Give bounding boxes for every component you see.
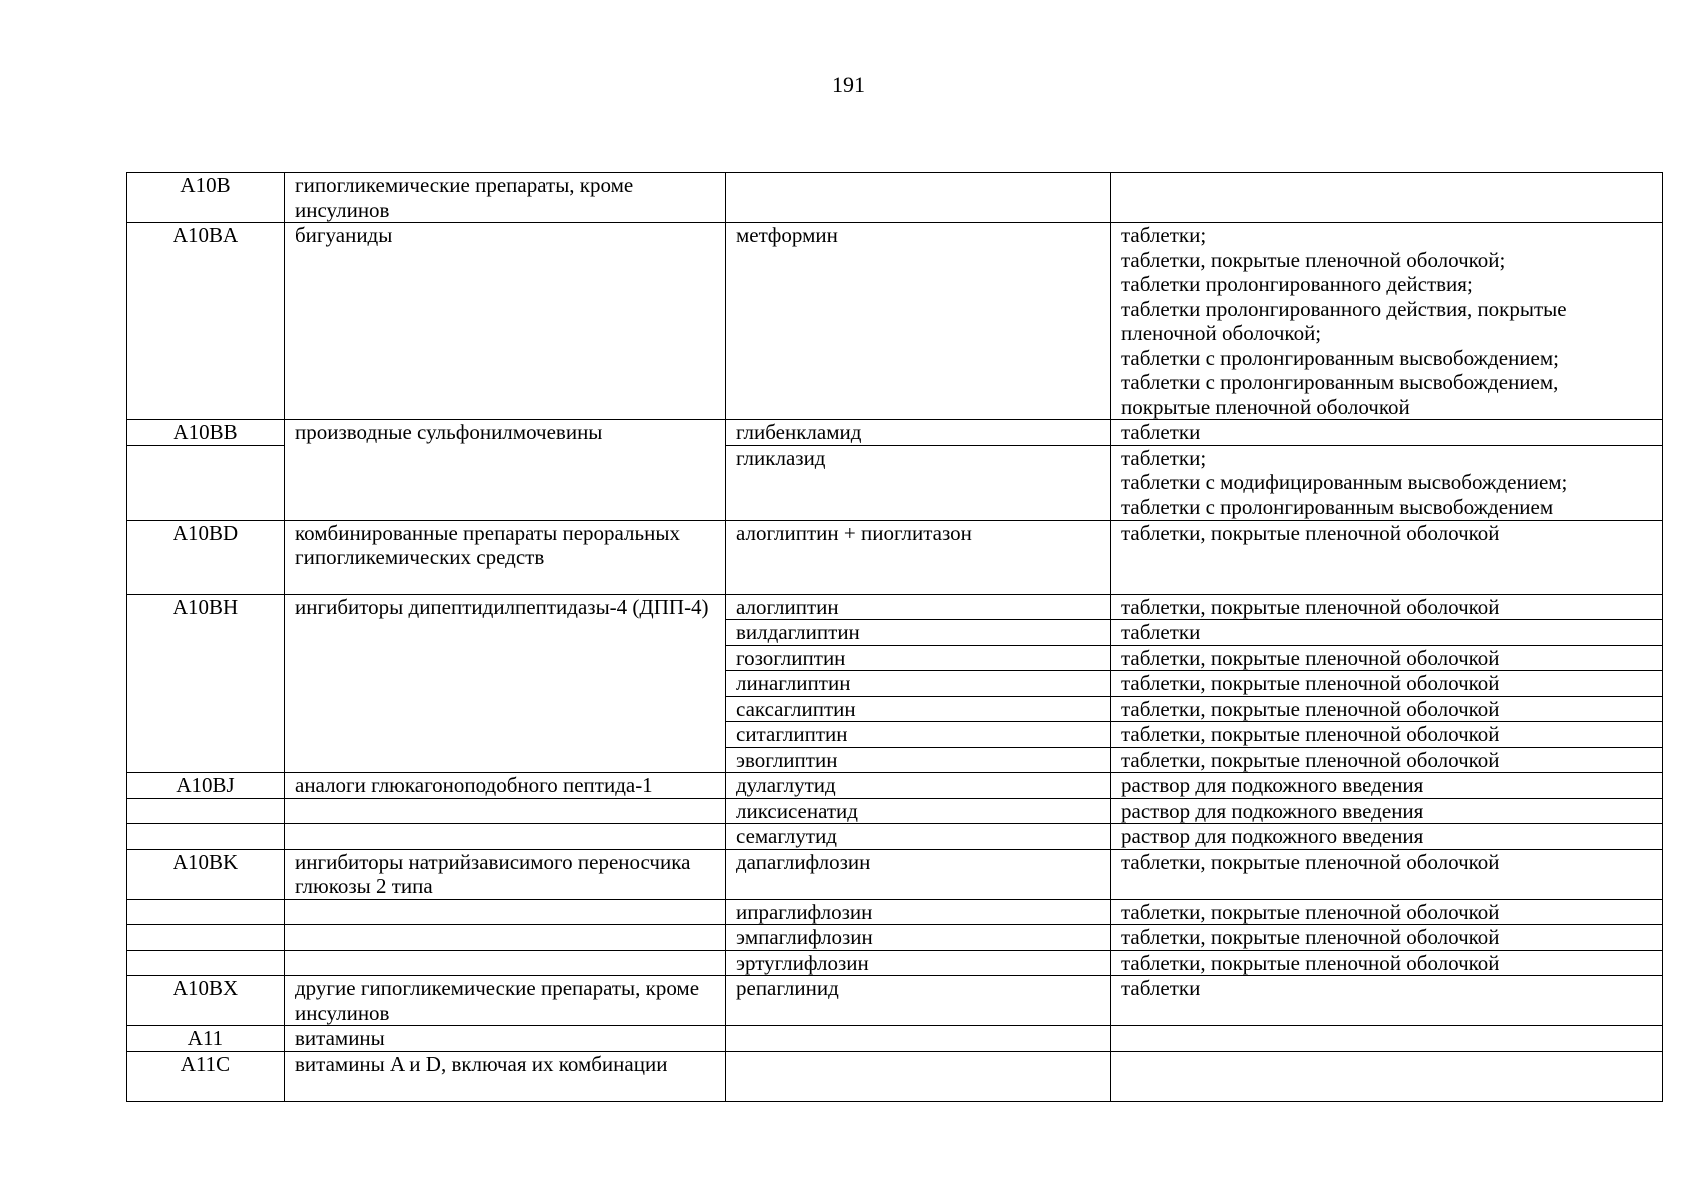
dosage-form: таблетки; <box>1121 445 1207 470</box>
dosage-forms <box>1111 594 1663 620</box>
dosage-forms <box>1111 899 1663 925</box>
dosage-form: таблетки, покрытые пленочной оболочкой <box>1121 520 1500 545</box>
dosage-forms <box>1111 173 1663 223</box>
drug-name: дапаглифлозин <box>726 849 1111 899</box>
drug-name: семаглутид <box>726 824 1111 850</box>
table-row <box>127 747 1663 773</box>
atc-code <box>127 824 285 850</box>
dosage-form: раствор для подкожного введения <box>1121 798 1424 823</box>
table-row <box>127 1051 1663 1101</box>
table-row <box>127 671 1663 697</box>
drug-name: ликсисенатид <box>726 798 1111 824</box>
dosage-form: таблетки с пролонгированным высвобождением, покрытые пленочной оболочкой <box>1121 370 1559 419</box>
dosage-forms <box>1111 1026 1663 1052</box>
drug-name: эмпаглифлозин <box>726 925 1111 951</box>
atc-code: A10BK <box>127 849 285 899</box>
table-row <box>127 899 1663 925</box>
group-name: ингибиторы натрийзависимого переносчика глюкозы 2 типа <box>285 849 726 899</box>
drug-name: вилдаглиптин <box>726 620 1111 646</box>
drug-name: алоглиптин <box>726 594 1111 620</box>
drug-name <box>726 1026 1111 1052</box>
dosage-form: таблетки, покрытые пленочной оболочкой; <box>1121 247 1506 272</box>
atc-code <box>127 671 285 697</box>
table-row <box>127 824 1663 850</box>
group-name <box>285 824 726 850</box>
drug-classification-table <box>126 172 1663 1102</box>
drug-name: линаглиптин <box>726 671 1111 697</box>
group-name: бигуаниды <box>285 223 726 420</box>
dosage-form: таблетки, покрытые пленочной оболочкой <box>1121 849 1500 874</box>
drug-name: саксаглиптин <box>726 696 1111 722</box>
dosage-forms <box>1111 773 1663 799</box>
atc-code <box>127 925 285 951</box>
group-name <box>285 445 726 520</box>
dosage-form: таблетки с пролонгированным высвобождением <box>1121 494 1554 519</box>
dosage-forms <box>1111 976 1663 1026</box>
table-row <box>127 620 1663 646</box>
group-name <box>285 950 726 976</box>
dosage-forms <box>1111 696 1663 722</box>
group-name <box>285 696 726 722</box>
atc-code <box>127 645 285 671</box>
dosage-forms <box>1111 950 1663 976</box>
group-name: гипогликемические препараты, кроме инсулинов <box>285 173 726 223</box>
group-name <box>285 747 726 773</box>
table-row <box>127 445 1663 520</box>
atc-code <box>127 696 285 722</box>
table-row <box>127 420 1663 446</box>
atc-code: A10BB <box>127 420 285 446</box>
page-number: 191 <box>832 72 865 97</box>
dosage-form: таблетки, покрытые пленочной оболочкой <box>1121 671 1500 695</box>
group-name: ингибиторы дипептидилпептидазы-4 (ДПП-4) <box>285 594 726 620</box>
group-name: производные сульфонилмочевины <box>285 420 726 446</box>
dosage-form: раствор для подкожного введения <box>1121 824 1424 848</box>
atc-code <box>127 445 285 520</box>
dosage-forms <box>1111 849 1663 899</box>
drug-name: эртуглифлозин <box>726 950 1111 976</box>
dosage-form: таблетки, покрытые пленочной оболочкой <box>1121 925 1500 949</box>
atc-code <box>127 747 285 773</box>
atc-code <box>127 950 285 976</box>
dosage-form: таблетки с пролонгированным высвобождением; <box>1121 345 1559 370</box>
dosage-form: таблетки, покрытые пленочной оболочкой <box>1121 950 1500 975</box>
atc-code: A11 <box>127 1026 285 1052</box>
atc-code <box>127 798 285 824</box>
group-name <box>285 925 726 951</box>
dosage-form: таблетки; <box>1121 223 1207 247</box>
dosage-form: таблетки <box>1121 420 1201 444</box>
group-name: витамины <box>285 1026 726 1052</box>
drug-name: дулаглутид <box>726 773 1111 799</box>
dosage-forms <box>1111 420 1663 446</box>
group-name <box>285 645 726 671</box>
drug-name: ипраглифлозин <box>726 899 1111 925</box>
dosage-form: таблетки, покрытые пленочной оболочкой <box>1121 594 1500 619</box>
atc-code <box>127 899 285 925</box>
dosage-forms <box>1111 520 1663 594</box>
group-name <box>285 671 726 697</box>
dosage-forms <box>1111 645 1663 671</box>
dosage-form: таблетки, покрытые пленочной оболочкой <box>1121 645 1500 670</box>
atc-code: A10BA <box>127 223 285 420</box>
group-name: другие гипогликемические препараты, кроме инсулинов <box>285 976 726 1026</box>
group-name <box>285 798 726 824</box>
atc-code: A10BD <box>127 520 285 594</box>
drug-name: репаглинид <box>726 976 1111 1026</box>
dosage-form: таблетки, покрытые пленочной оболочкой <box>1121 722 1500 746</box>
dosage-forms <box>1111 1051 1663 1101</box>
dosage-form: таблетки, покрытые пленочной оболочкой <box>1121 899 1500 924</box>
atc-code <box>127 620 285 646</box>
drug-name <box>726 173 1111 223</box>
group-name <box>285 620 726 646</box>
table-row <box>127 173 1663 223</box>
table-row <box>127 520 1663 594</box>
drug-name: эвоглиптин <box>726 747 1111 773</box>
drug-name: алоглиптин + пиоглитазон <box>726 520 1111 594</box>
table-row <box>127 798 1663 824</box>
table-row <box>127 645 1663 671</box>
dosage-form: таблетки пролонгированного действия; <box>1121 272 1473 296</box>
table-row <box>127 722 1663 748</box>
drug-name: ситаглиптин <box>726 722 1111 748</box>
group-name: аналоги глюкагоноподобного пептида-1 <box>285 773 726 799</box>
drug-name <box>726 1051 1111 1101</box>
dosage-form: раствор для подкожного введения <box>1121 773 1424 797</box>
table-row <box>127 849 1663 899</box>
atc-code: A10BJ <box>127 773 285 799</box>
group-name: комбинированные препараты пероральных гипогликемических средств <box>285 520 726 594</box>
drug-name: гликлазид <box>726 445 1111 520</box>
drug-name: метформин <box>726 223 1111 420</box>
dosage-forms <box>1111 223 1663 420</box>
table-row <box>127 223 1663 420</box>
dosage-forms <box>1111 445 1663 520</box>
table-row <box>127 773 1663 799</box>
atc-code: A11C <box>127 1051 285 1101</box>
dosage-form: таблетки с модифицированным высвобождением; <box>1121 470 1568 494</box>
dosage-form: таблетки, покрытые пленочной оболочкой <box>1121 696 1500 721</box>
dosage-forms <box>1111 620 1663 646</box>
table-row <box>127 925 1663 951</box>
dosage-form: таблетки, покрытые пленочной оболочкой <box>1121 747 1500 772</box>
group-name: витамины A и D, включая их комбинации <box>285 1051 726 1101</box>
drug-name: гозоглиптин <box>726 645 1111 671</box>
table-row <box>127 976 1663 1026</box>
table-row <box>127 950 1663 976</box>
dosage-form: таблетки пролонгированного действия, покрытые пленочной оболочкой; <box>1121 296 1567 345</box>
dosage-form: таблетки <box>1121 976 1201 1000</box>
dosage-forms <box>1111 925 1663 951</box>
dosage-forms <box>1111 722 1663 748</box>
dosage-forms <box>1111 798 1663 824</box>
atc-code: A10BX <box>127 976 285 1026</box>
table-row <box>127 696 1663 722</box>
dosage-form: таблетки <box>1121 620 1201 644</box>
dosage-forms <box>1111 747 1663 773</box>
atc-code: A10B <box>127 173 285 223</box>
atc-code: A10BH <box>127 594 285 620</box>
atc-code <box>127 722 285 748</box>
group-name <box>285 722 726 748</box>
drug-name: глибенкламид <box>726 420 1111 446</box>
dosage-forms <box>1111 824 1663 850</box>
dosage-forms <box>1111 671 1663 697</box>
group-name <box>285 899 726 925</box>
table-row <box>127 1026 1663 1052</box>
table-row <box>127 594 1663 620</box>
